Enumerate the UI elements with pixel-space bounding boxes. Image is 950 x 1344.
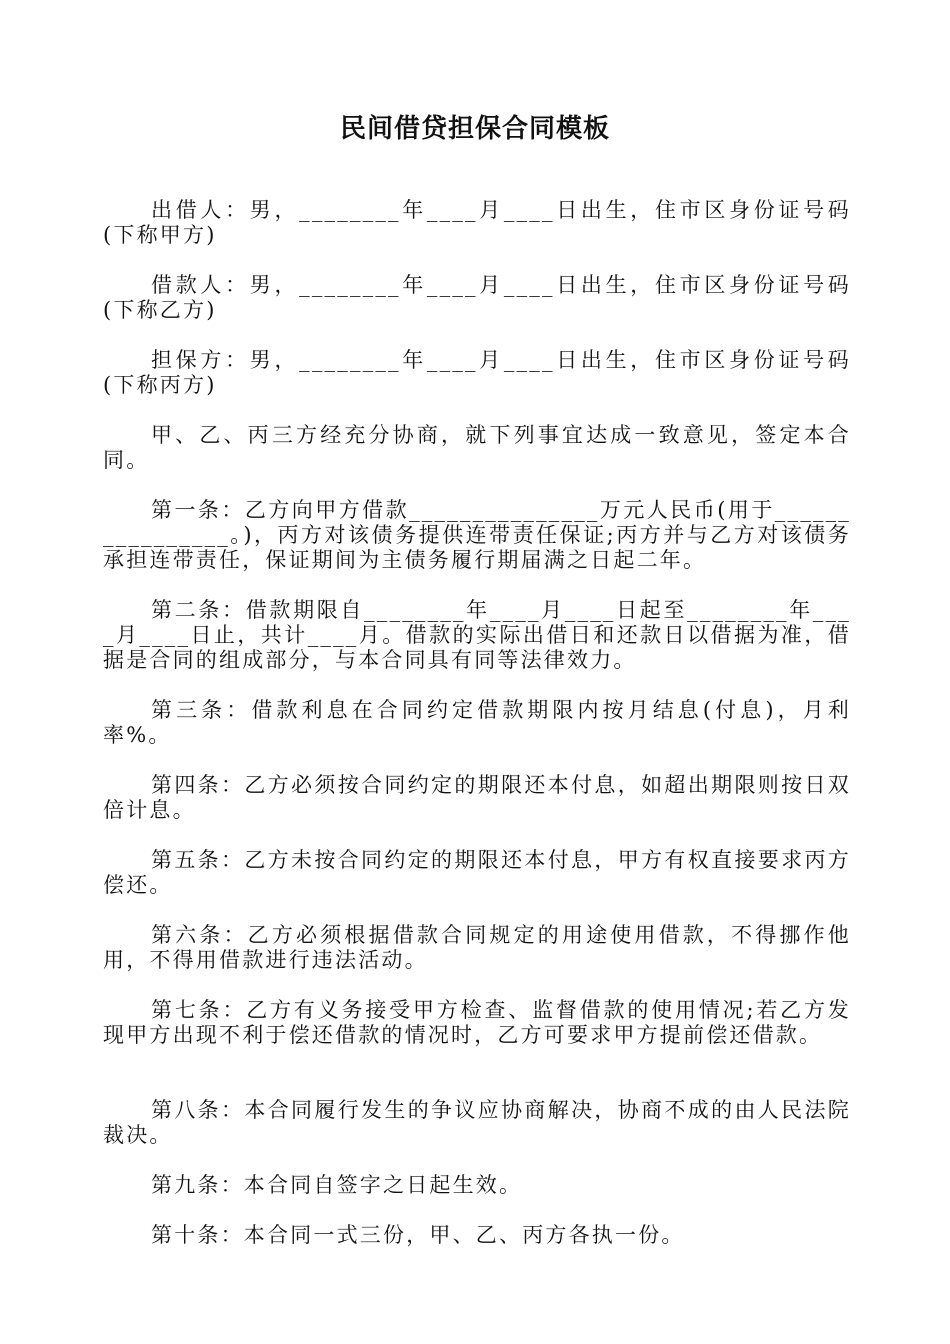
paragraph-article-1: 第一条：乙方向甲方借款_______________万元人民币(用于________________。)，丙方对该债务提供连带责任保证;丙方并与乙方对该债务承担连带责任，保证期间为主债务履行期届满之日起二年。 [103,498,851,572]
paragraph-borrower: 借款人：男，________年____月____日出生，住市区身份证号码(下称乙方) [103,273,851,322]
paragraph-article-6: 第六条：乙方必须根据借款合同规定的用途使用借款，不得挪作他用，不得用借款进行违法活动。 [103,923,851,972]
paragraph-article-8: 第八条：本合同履行发生的争议应协商解决，协商不成的由人民法院裁决。 [103,1098,851,1147]
paragraph-guarantor: 担保方：男，________年____月____日出生，住市区身份证号码(下称丙方) [103,348,851,397]
paragraph-preamble: 甲、乙、丙三方经充分协商，就下列事宜达成一致意见，签定本合同。 [103,423,851,472]
paragraph-article-5: 第五条：乙方未按合同约定的期限还本付息，甲方有权直接要求丙方偿还。 [103,848,851,897]
paragraph-article-10: 第十条：本合同一式三份，甲、乙、丙方各执一份。 [151,1223,685,1247]
paragraph-lender: 出借人：男，________年____月____日出生，住市区身份证号码(下称甲方) [103,198,851,247]
paragraph-article-4: 第四条：乙方必须按合同约定的期限还本付息，如超出期限则按日双倍计息。 [103,773,851,822]
document-title: 民间借贷担保合同模板 [339,114,610,144]
paragraph-article-9: 第九条：本合同自签字之日起生效。 [151,1173,523,1197]
paragraph-article-2: 第二条：借款期限自________年____月____日起至________年____月____日止，共计____月。借款的实际出借日和还款日以借据为准，借据是合同的组成部分，与本合同具有同等法律效力。 [103,598,851,672]
document-body [103,198,851,1273]
paragraph-article-7: 第七条：乙方有义务接受甲方检查、监督借款的使用情况;若乙方发现甲方出现不利于偿还借款的情况时，乙方可要求甲方提前偿还借款。 [103,998,851,1047]
paragraph-article-3: 第三条：借款利息在合同约定借款期限内按月结息(付息)，月利率%。 [103,698,851,747]
